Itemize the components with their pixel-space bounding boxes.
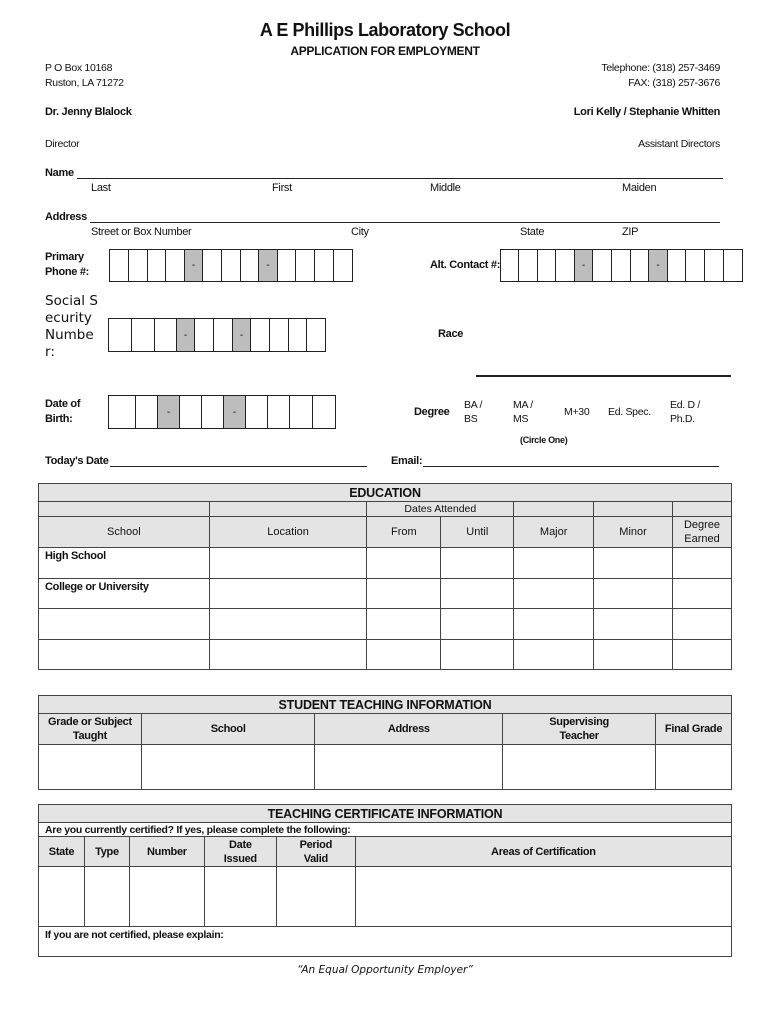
row-label-high-school: High School — [39, 548, 210, 579]
digit-box[interactable] — [241, 250, 259, 281]
column-header-period-valid: Period Valid — [276, 837, 355, 867]
digit-box[interactable] — [334, 250, 352, 281]
digit-box[interactable] — [315, 250, 334, 281]
table-cell[interactable] — [315, 745, 503, 790]
address-line-1: P O Box 10168 — [45, 62, 113, 74]
table-cell[interactable] — [355, 867, 731, 927]
education-title: EDUCATION — [39, 484, 732, 502]
digit-box[interactable] — [195, 319, 214, 351]
name-sub-first: First — [272, 182, 292, 194]
dates-attended-header: Dates Attended — [367, 502, 514, 517]
digit-box[interactable] — [519, 250, 538, 281]
name-sub-middle: Middle — [430, 182, 461, 194]
table-cell[interactable] — [673, 548, 732, 579]
table-cell[interactable] — [209, 609, 367, 640]
digit-box[interactable] — [631, 250, 649, 281]
table-cell[interactable] — [367, 640, 441, 670]
digit-box[interactable] — [109, 319, 132, 351]
separator-box: - — [233, 319, 251, 351]
digit-box[interactable] — [270, 319, 289, 351]
table-cell[interactable] — [276, 867, 355, 927]
digit-box[interactable] — [501, 250, 519, 281]
director-name: Dr. Jenny Blalock — [45, 106, 132, 118]
digit-box[interactable] — [136, 396, 158, 428]
todays-date-label: Today's Date — [45, 455, 109, 467]
digit-box[interactable] — [202, 396, 224, 428]
digit-box[interactable] — [148, 250, 166, 281]
column-header-until: Until — [441, 517, 514, 548]
address-label: Address — [45, 211, 87, 223]
table-row — [39, 579, 732, 609]
table-row — [39, 867, 732, 927]
degree-option-ed-spec[interactable]: Ed. Spec. — [608, 406, 651, 418]
director-title: Director — [45, 138, 80, 150]
table-cell[interactable] — [656, 745, 732, 790]
degree-option-ma-ms[interactable]: MA / MS — [513, 399, 533, 425]
table-cell[interactable] — [514, 548, 594, 579]
separator-box: - — [177, 319, 195, 351]
certified-question: Are you currently certified? If yes, please complete the following: — [39, 823, 732, 837]
table-cell[interactable] — [441, 548, 514, 579]
column-header-number: Number — [129, 837, 204, 867]
column-header-supervising-teacher: Supervising Teacher — [503, 714, 656, 745]
digit-box[interactable] — [724, 250, 742, 281]
student-teaching-title: STUDENT TEACHING INFORMATION — [39, 696, 732, 714]
address-sub-state: State — [520, 226, 545, 238]
digit-box[interactable] — [268, 396, 290, 428]
digit-box[interactable] — [246, 396, 268, 428]
table-cell[interactable] — [594, 579, 673, 609]
alt-contact-boxes[interactable] — [500, 249, 743, 282]
assistant-title: Assistant Directors — [638, 138, 720, 150]
digit-box[interactable] — [251, 319, 270, 351]
table-cell[interactable] — [209, 579, 367, 609]
address-input-line[interactable] — [90, 222, 720, 223]
digit-box[interactable] — [180, 396, 202, 428]
email-input-line[interactable] — [423, 466, 719, 467]
student-teaching-table — [38, 695, 732, 790]
table-cell[interactable] — [39, 745, 142, 790]
table-cell[interactable] — [441, 609, 514, 640]
degree-label: Degree — [414, 406, 450, 418]
digit-box[interactable] — [290, 396, 313, 428]
digit-box[interactable] — [278, 250, 296, 281]
table-cell[interactable] — [367, 609, 441, 640]
certificate-title: TEACHING CERTIFICATE INFORMATION — [39, 805, 732, 823]
table-cell[interactable] — [673, 609, 732, 640]
table-cell[interactable] — [594, 609, 673, 640]
separator-box: - — [575, 250, 593, 281]
column-header-final-grade: Final Grade — [656, 714, 732, 745]
alt-contact-label: Alt. Contact #: — [430, 259, 501, 271]
certificate-table — [38, 804, 732, 957]
race-label: Race — [438, 328, 464, 340]
digit-box[interactable] — [556, 250, 575, 281]
name-label: Name — [45, 167, 74, 179]
dob-label-1: Date of — [45, 398, 81, 410]
table-row — [39, 609, 732, 640]
table-cell[interactable] — [367, 579, 441, 609]
digit-box[interactable] — [155, 319, 177, 351]
dob-label-2: Birth: — [45, 413, 73, 425]
table-cell[interactable] — [503, 745, 656, 790]
degree-option-ba-bs[interactable]: BA / BS — [464, 399, 483, 425]
primary-phone-label-2: Phone #: — [45, 266, 90, 278]
column-header-date-issued: Date Issued — [204, 837, 276, 867]
address-sub-street: Street or Box Number — [91, 226, 192, 238]
digit-box[interactable] — [705, 250, 724, 281]
digit-box[interactable] — [289, 319, 307, 351]
footer-motto: “An Equal Opportunity Employer” — [297, 964, 473, 976]
degree-option-edd-phd[interactable]: Ed. D / Ph.D. — [670, 399, 700, 425]
table-cell[interactable] — [209, 640, 367, 670]
ssn-boxes[interactable] — [108, 318, 326, 352]
digit-box[interactable] — [593, 250, 612, 281]
table-cell[interactable] — [441, 579, 514, 609]
table-cell[interactable] — [441, 640, 514, 670]
digit-box[interactable] — [612, 250, 631, 281]
digit-box[interactable] — [313, 396, 335, 428]
fax: FAX: (318) 257-3676 — [628, 77, 720, 89]
digit-box[interactable] — [109, 396, 136, 428]
digit-box[interactable] — [668, 250, 686, 281]
table-cell[interactable] — [209, 548, 367, 579]
row-label-college: College or University — [39, 579, 210, 609]
column-header-major: Major — [514, 517, 594, 548]
separator-box: - — [259, 250, 278, 281]
separator-box: - — [158, 396, 180, 428]
column-header-grade-subject: Grade or Subject Taught — [39, 714, 142, 745]
name-sub-last: Last — [91, 182, 111, 194]
address-line-2: Ruston, LA 71272 — [45, 77, 124, 89]
race-input-line[interactable] — [476, 375, 731, 377]
not-certified-explain[interactable]: If you are not certified, please explain: — [39, 927, 732, 957]
digit-box[interactable] — [166, 250, 185, 281]
todays-date-input-line[interactable] — [110, 466, 367, 467]
name-sub-maiden: Maiden — [622, 182, 657, 194]
table-row — [39, 548, 732, 579]
separator-box: - — [649, 250, 668, 281]
email-label: Email: — [391, 455, 423, 467]
separator-box: - — [185, 250, 203, 281]
column-header-state: State — [39, 837, 85, 867]
table-cell[interactable] — [39, 609, 210, 640]
column-header-type: Type — [84, 837, 129, 867]
form-title: APPLICATION FOR EMPLOYMENT — [290, 44, 480, 58]
digit-box[interactable] — [214, 319, 233, 351]
name-input-line[interactable] — [77, 178, 723, 179]
table-cell[interactable] — [673, 640, 732, 670]
primary-phone-label-1: Primary — [45, 251, 84, 263]
digit-box[interactable] — [129, 250, 148, 281]
table-cell[interactable] — [594, 640, 673, 670]
table-cell[interactable] — [129, 867, 204, 927]
table-cell[interactable] — [594, 548, 673, 579]
table-cell[interactable] — [514, 579, 594, 609]
column-header-school: School — [141, 714, 315, 745]
table-cell[interactable] — [204, 867, 276, 927]
address-sub-zip: ZIP — [622, 226, 639, 238]
table-row — [39, 640, 732, 670]
table-cell[interactable] — [141, 745, 315, 790]
table-row — [39, 745, 732, 790]
primary-phone-boxes[interactable] — [109, 249, 353, 282]
column-header-minor: Minor — [594, 517, 673, 548]
school-name: A E Phillips Laboratory School — [259, 20, 511, 40]
digit-box[interactable] — [222, 250, 241, 281]
assistant-names: Lori Kelly / Stephanie Whitten — [573, 106, 720, 118]
column-header-location: Location — [209, 517, 367, 548]
table-cell[interactable] — [514, 609, 594, 640]
table-cell[interactable] — [39, 867, 85, 927]
digit-box[interactable] — [538, 250, 556, 281]
dob-boxes[interactable] — [108, 395, 336, 429]
column-header-address: Address — [315, 714, 503, 745]
degree-option-m30[interactable]: M+30 — [564, 406, 590, 418]
telephone: Telephone: (318) 257-3469 — [601, 62, 720, 74]
table-cell[interactable] — [39, 640, 210, 670]
column-header-school: School — [39, 517, 210, 548]
separator-box: - — [224, 396, 246, 428]
digit-box[interactable] — [132, 319, 155, 351]
table-cell[interactable] — [367, 548, 441, 579]
digit-box[interactable] — [686, 250, 705, 281]
digit-box[interactable] — [203, 250, 222, 281]
column-header-from: From — [367, 517, 441, 548]
circle-one-note: (Circle One) — [520, 435, 568, 445]
table-cell[interactable] — [84, 867, 129, 927]
column-header-degree-earned: Degree Earned — [673, 517, 732, 548]
digit-box[interactable] — [110, 250, 129, 281]
column-header-areas: Areas of Certification — [355, 837, 731, 867]
digit-box[interactable] — [307, 319, 325, 351]
education-table — [38, 483, 732, 670]
address-sub-city: City — [351, 226, 369, 238]
ssn-label: Social Security Number: — [45, 293, 98, 360]
digit-box[interactable] — [296, 250, 315, 281]
table-cell[interactable] — [673, 579, 732, 609]
table-cell[interactable] — [514, 640, 594, 670]
